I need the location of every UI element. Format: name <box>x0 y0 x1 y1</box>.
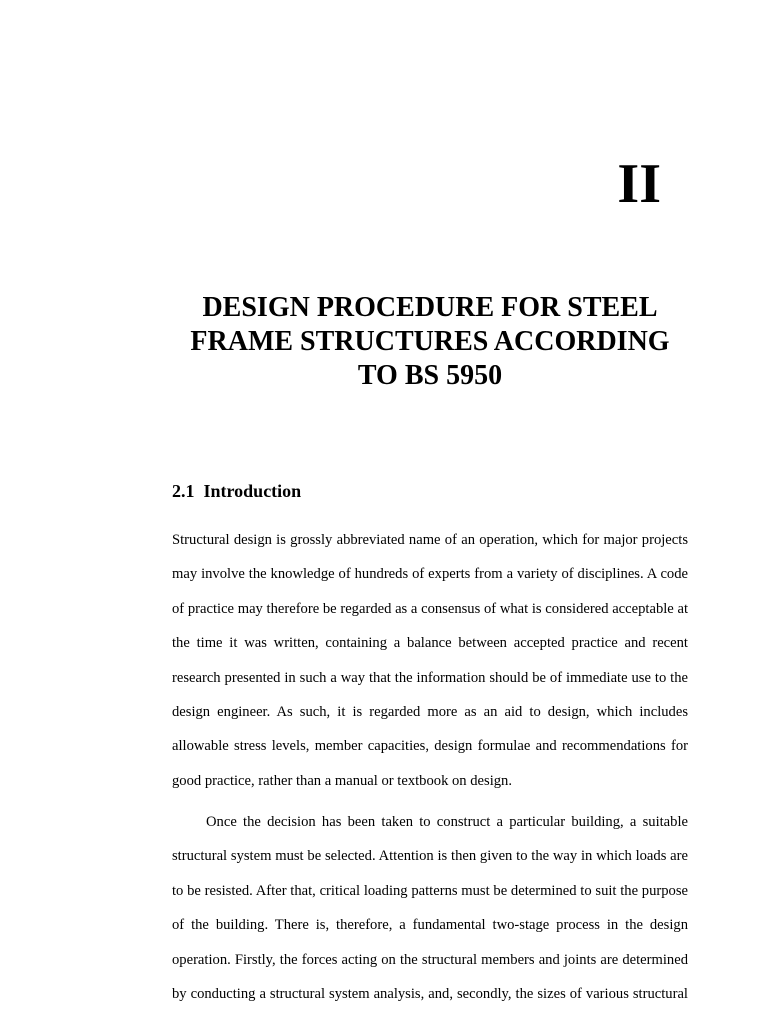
chapter-title-line: DESIGN PROCEDURE FOR STEEL <box>202 292 658 323</box>
paragraph-line: by conducting a structural system analysis, and, secondly, the sizes of various structural <box>172 985 688 1002</box>
paragraph-line: Structural design is grossly abbreviated name of an operation, which for major projects <box>172 532 688 548</box>
chapter-title-line: FRAME STRUCTURES ACCORDING <box>190 326 670 357</box>
section-title: Introduction <box>203 481 302 501</box>
paragraph-line: of practice may therefore be regarded as a consensus of what is considered acceptable at <box>172 600 688 617</box>
paragraph-line: good practice, rather than a manual or textbook on design. <box>172 772 513 789</box>
paragraph-line: research presented in such a way that the information should be of immediate use to the <box>172 669 688 686</box>
chapter-title <box>130 291 730 393</box>
chapter-title-line: TO BS 5950 <box>357 360 503 391</box>
paragraph-line: allowable stress levels, member capacities, design formulae and recommendations for <box>172 738 688 755</box>
body-paragraph <box>172 530 688 805</box>
body-paragraph <box>172 812 688 1018</box>
paragraph-line: of the building. There is, therefore, a fundamental two-stage process in the design <box>172 917 688 934</box>
paragraph-line: may involve the knowledge of hundreds of experts from a variety of disciplines. A code <box>172 566 688 583</box>
paragraph-line: the time it was written, containing a balance between accepted practice and recent <box>172 635 688 652</box>
section-number: 2.1 <box>172 481 195 501</box>
paragraph-line: design engineer. As such, it is regarded more as an aid to design, which includes <box>172 703 688 720</box>
paragraph-line: Once the decision has been taken to construct a particular building, a suitable <box>206 814 688 830</box>
paragraph-line: operation. Firstly, the forces acting on the structural members and joints are determined <box>172 951 688 968</box>
paragraph-line: structural system must be selected. Attention is then given to the way in which loads are <box>172 848 688 865</box>
paragraph-line: to be resisted. After that, critical loading patterns must be determined to suit the purpose <box>172 882 688 899</box>
chapter-number: II <box>617 153 661 215</box>
section-heading <box>172 480 301 502</box>
